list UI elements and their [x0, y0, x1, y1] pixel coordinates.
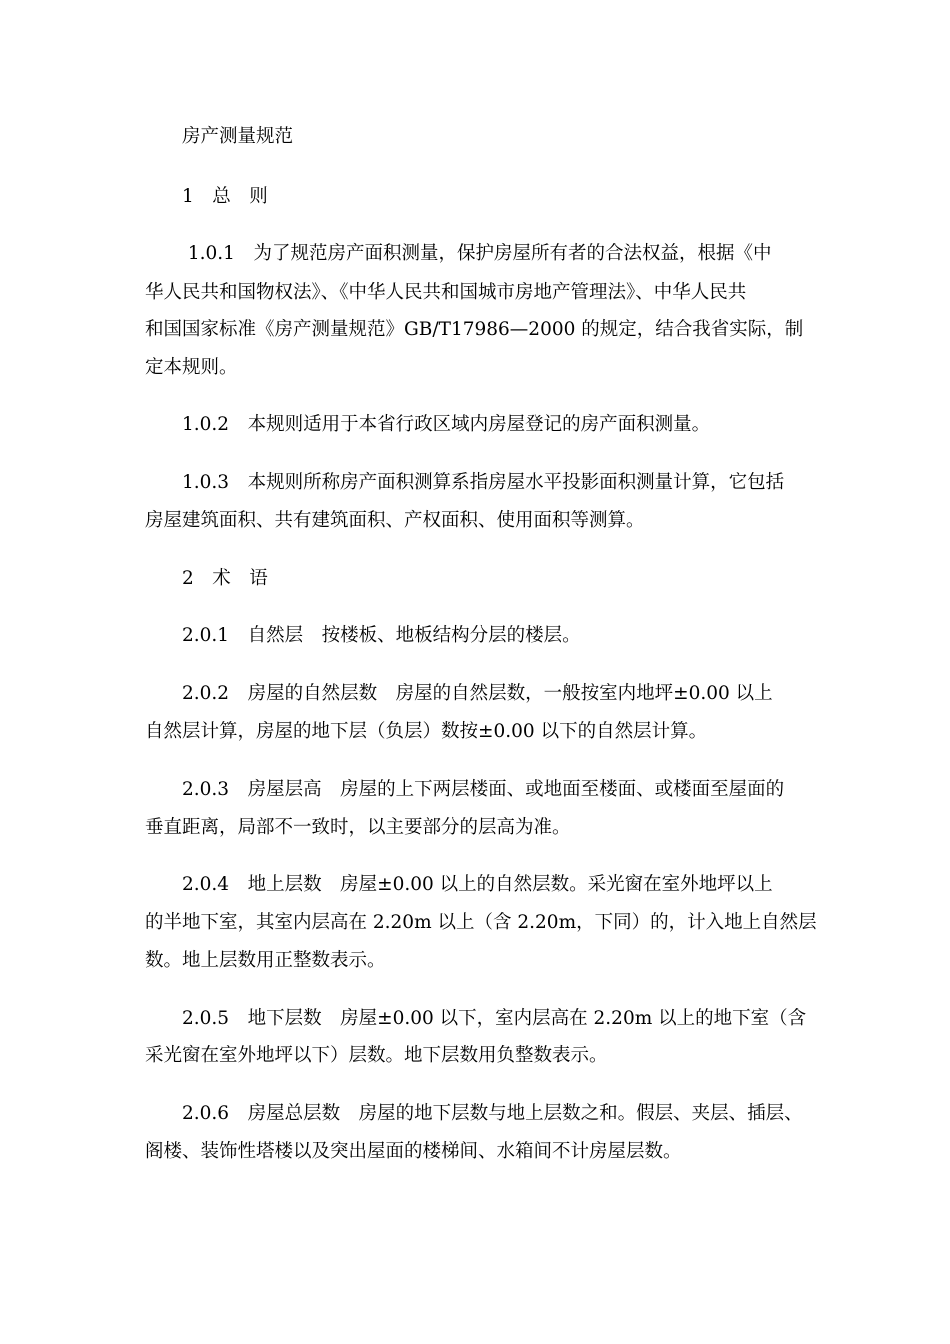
paragraph-line: 1.0.3 本规则所称房产面积测算系指房屋水平投影面积测量计算，它包括 — [182, 472, 785, 493]
paragraph-line: 1.0.1 为了规范房产面积测量，保护房屋所有者的合法权益，根据《中 — [182, 243, 772, 264]
paragraph-line: 阁楼、装饰性塔楼以及突出屋面的楼梯间、水箱间不计房屋层数。 — [145, 1141, 682, 1162]
paragraph-line: 数。地上层数用正整数表示。 — [145, 950, 386, 971]
paragraph-line: 2.0.4 地上层数 房屋±0.00 以上的自然层数。采光窗在室外地坪以上 — [182, 874, 773, 895]
paragraph-line: 和国国家标准《房产测量规范》GB/T17986—2000 的规定，结合我省实际，制 — [145, 319, 804, 340]
paragraph-line: 2.0.5 地下层数 房屋±0.00 以下，室内层高在 2.20m 以上的地下室（含 — [182, 1008, 807, 1029]
paragraph-line: 的半地下室，其室内层高在 2.20m 以上（含 2.20m，下同）的，计入地上自然层 — [145, 912, 817, 933]
chapter-2-heading: 2 术 语 — [182, 568, 268, 589]
paragraph-line: 2.0.3 房屋层高 房屋的上下两层楼面、或地面至楼面、或楼面至屋面的 — [182, 779, 785, 800]
paragraph-line: 自然层计算，房屋的地下层（负层）数按±0.00 以下的自然层计算。 — [145, 721, 708, 742]
document-title: 房产测量规范 — [182, 126, 294, 147]
paragraph-line: 2.0.6 房屋总层数 房屋的地下层数与地上层数之和。假层、夹层、插层、 — [182, 1103, 803, 1124]
chapter-1-heading: 1 总 则 — [182, 186, 268, 207]
paragraph-line: 定本规则。 — [145, 357, 238, 378]
paragraph-line: 2.0.1 自然层 按楼板、地板结构分层的楼层。 — [182, 625, 581, 646]
paragraph-line: 采光窗在室外地坪以下）层数。地下层数用负整数表示。 — [145, 1045, 608, 1066]
paragraph-line: 1.0.2 本规则适用于本省行政区域内房屋登记的房产面积测量。 — [182, 414, 711, 435]
paragraph-line: 2.0.2 房屋的自然层数 房屋的自然层数，一般按室内地坪±0.00 以上 — [182, 683, 773, 704]
paragraph-line: 垂直距离，局部不一致时，以主要部分的层高为准。 — [145, 817, 571, 838]
paragraph-line: 房屋建筑面积、共有建筑面积、产权面积、使用面积等测算。 — [145, 510, 645, 531]
paragraph-line: 华人民共和国物权法》、《中华人民共和国城市房地产管理法》、中华人民共 — [145, 282, 747, 303]
